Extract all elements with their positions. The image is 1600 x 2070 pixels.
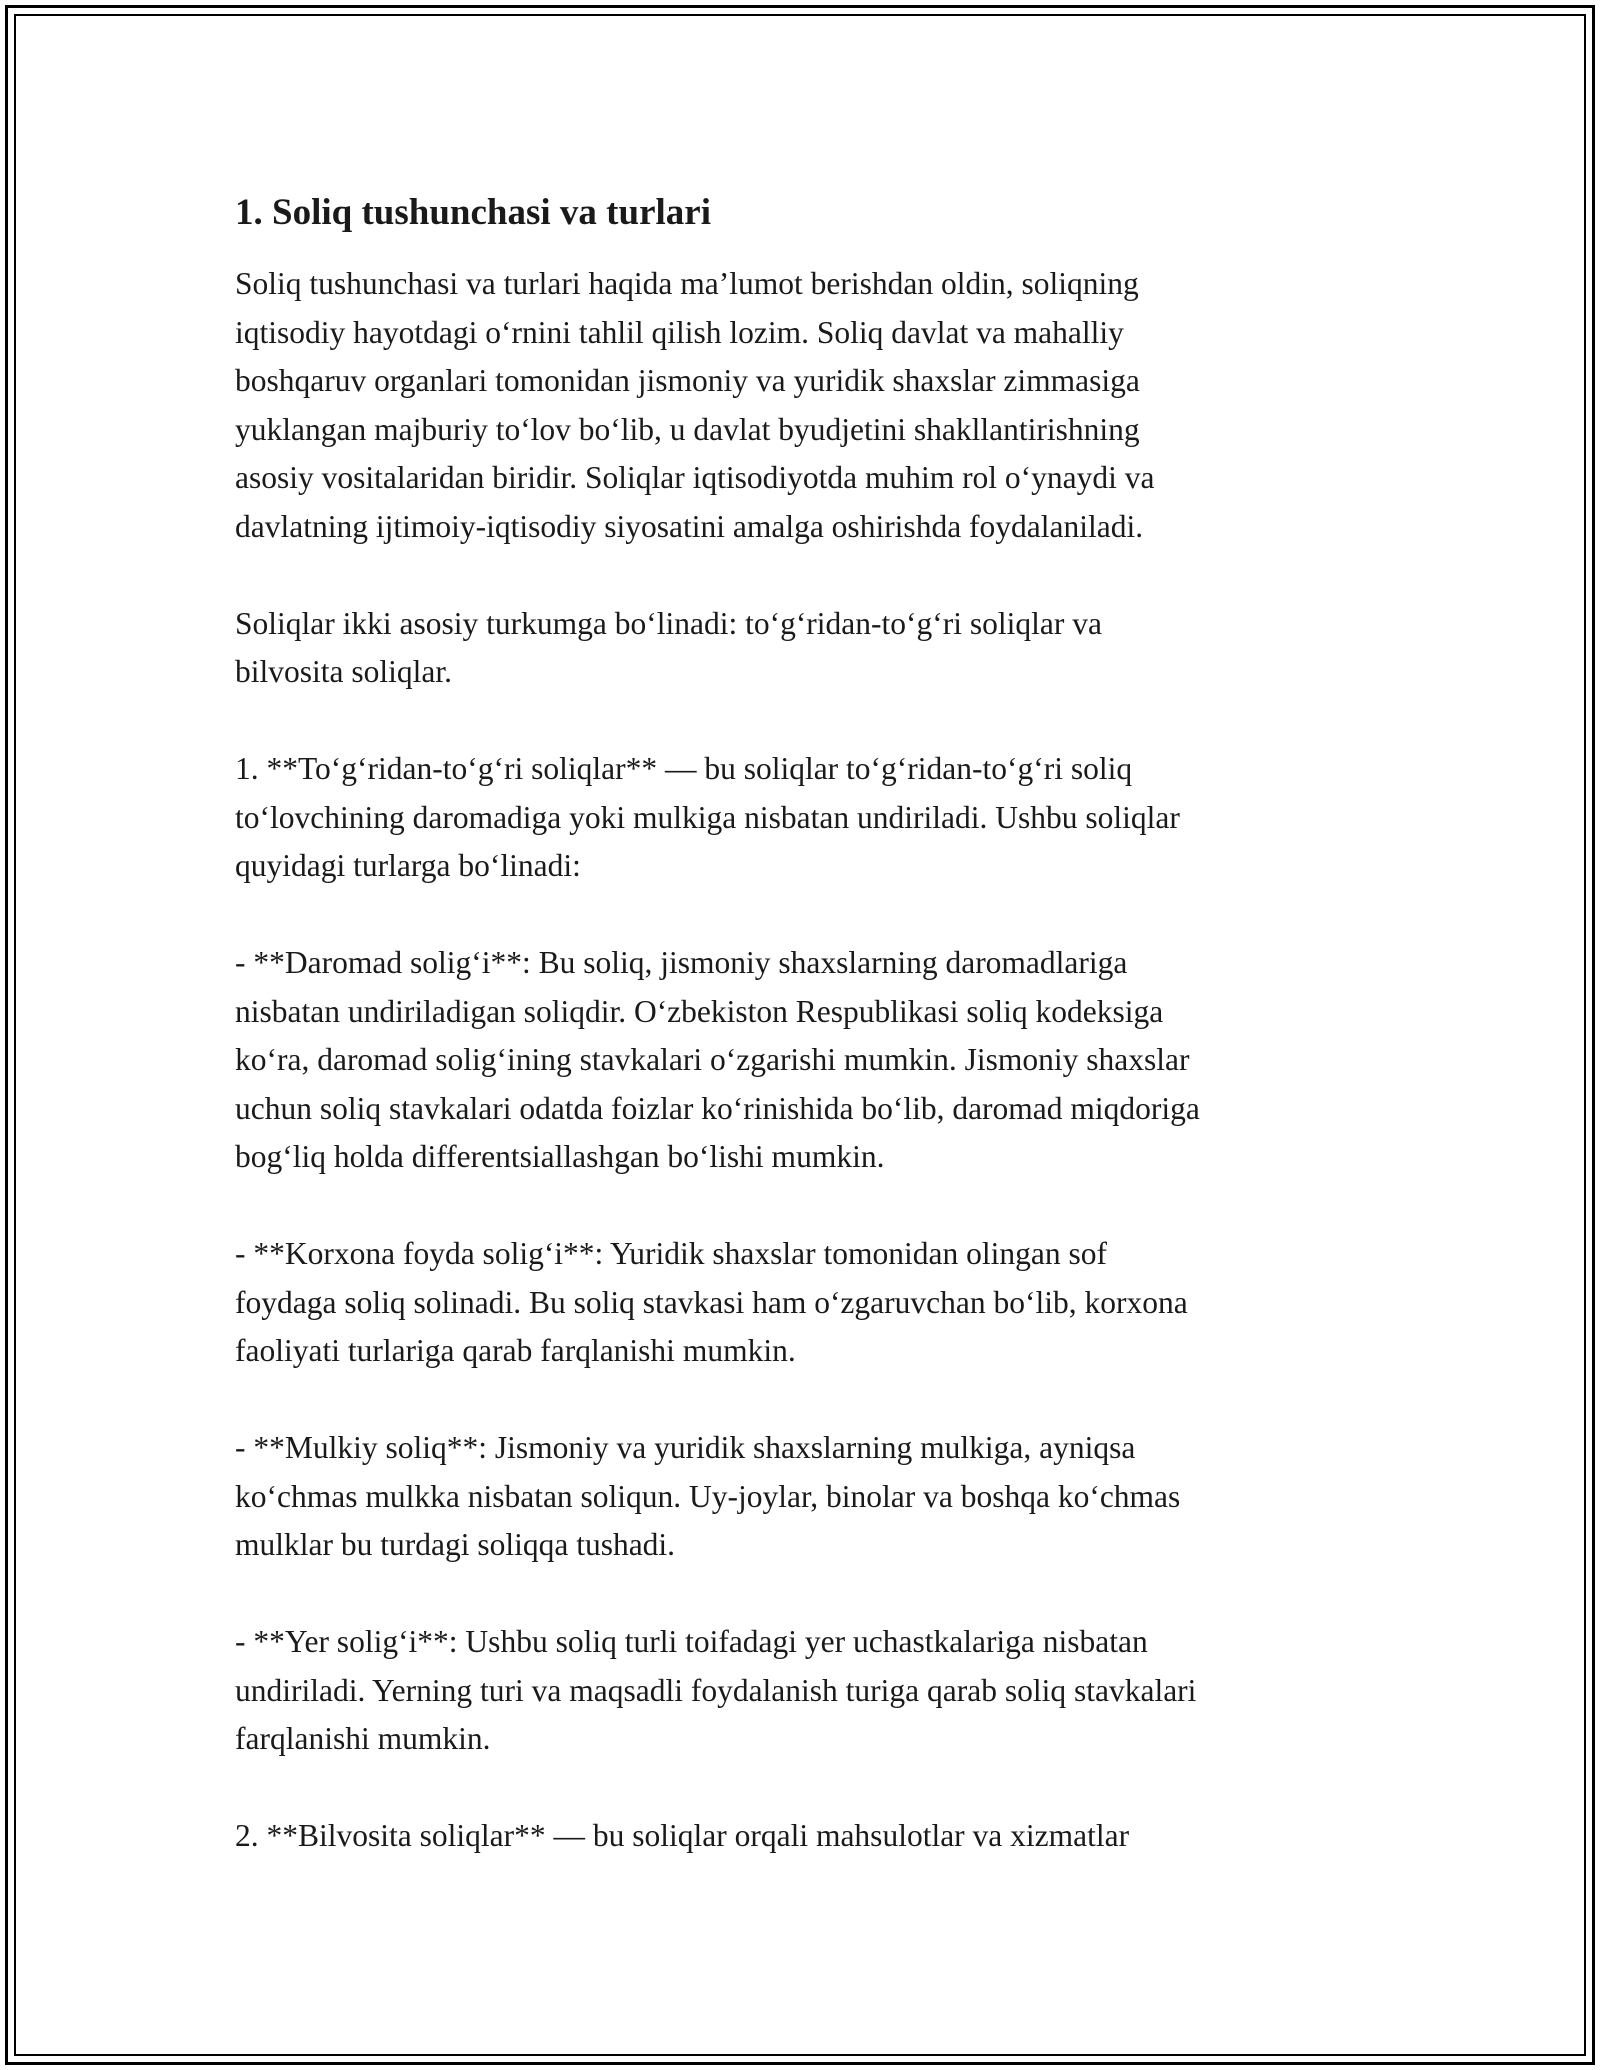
document-body [235,186,1375,1909]
sub-item-profit-tax: - **Korxona foyda solig‘i**: Yuridik shaxslar tomonidan olingan sof foydaga soliq solinadi. Bu soliq stavkasi ham o‘zgaruvchan bo‘lib, korxona faoliyati turlariga qarab farqlanishi mumkin. [235,1236,1188,1368]
sub-item-income-tax: - **Daromad solig‘i**: Bu soliq, jismoniy shaxslarning daromadlariga nisbatan undiriladigan soliqdir. O‘zbekiston Respublikasi soliq kodeksiga ko‘ra, daromad solig‘ining stavkalari o‘zgarishi mumkin. Jismoniy shaxslar uchun soliq stavkalari odatda foizlar ko‘rinishida bo‘lib, daromad miqdoriga bog‘liq holda differentsiallashgan bo‘lishi mumkin. [235,945,1200,1174]
list-item-indirect-taxes: 2. **Bilvosita soliqlar** — bu soliqlar orqali mahsulotlar va xizmatlar [235,1818,1130,1853]
paragraph-categories: Soliqlar ikki asosiy turkumga bo‘linadi: to‘g‘ridan-to‘g‘ri soliqlar va bilvosita soliqlar. [235,605,1102,689]
list-item-direct-taxes: 1. **To‘g‘ridan-to‘g‘ri soliqlar** — bu soliqlar to‘g‘ridan-to‘g‘ri soliq to‘lovchining daromadiga yoki mulkiga nisbatan undiriladi. Ushbu soliqlar quyidagi turlarga bo‘linadi: [235,751,1180,883]
section-title: 1. Soliq tushunchasi va turlari [235,192,711,233]
sub-item-property-tax: - **Mulkiy soliq**: Jismoniy va yuridik shaxslarning mulkiga, ayniqsa ko‘chmas mulkka nisbatan soliqun. Uy-joylar, binolar va boshqa ko‘chmas mulklar bu turdagi soliqqa tushadi. [235,1430,1181,1562]
paragraph-intro: Soliq tushunchasi va turlari haqida ma’lumot berishdan oldin, soliqning iqtisodiy hayotdagi o‘rnini tahlil qilish lozim. Soliq davlat va mahalliy boshqaruv organlari tomonidan jismoniy va yuridik shaxslar zimmasiga yuklangan majburiy to‘lov bo‘lib, u davlat byudjetini shakllantirishning asosiy vositalaridan biridir. Soliqlar iqtisodiyotda muhim rol o‘ynaydi va davlatning ijtimoiy-iqtisodiy siyosatini amalga oshirishda foydalaniladi. [235,266,1155,544]
sub-item-land-tax: - **Yer solig‘i**: Ushbu soliq turli toifadagi yer uchastkalariga nisbatan undiriladi. Yerning turi va maqsadli foydalanish turiga qarab soliq stavkalari farqlanishi mumkin. [235,1624,1197,1756]
